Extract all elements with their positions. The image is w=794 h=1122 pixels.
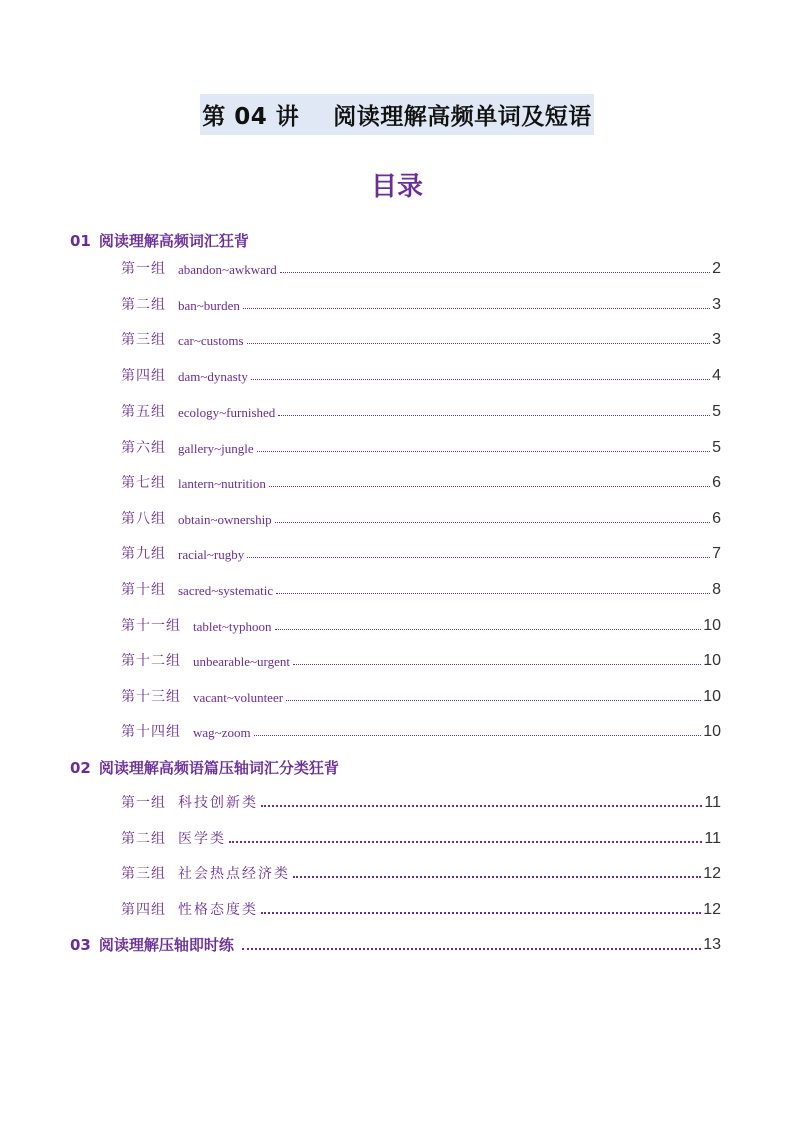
entry-group: 第六组 [121,440,166,456]
dot-leader [243,308,710,309]
dot-leader [293,876,701,878]
entry-range: obtain~ownership [178,512,272,527]
entry-page: 11 [704,794,721,811]
toc-section-01[interactable] [70,231,721,251]
dot-leader [269,486,710,487]
section-number: 03 [70,936,91,954]
title-wrap [0,94,794,135]
entry-page: 10 [703,617,721,634]
entry-page: 10 [703,723,721,740]
toc-entry[interactable] [121,615,721,635]
entry-page: 7 [712,545,721,562]
entry-group: 第四组 [121,902,166,918]
section-number: 02 [70,759,91,777]
dot-leader [275,629,702,630]
dot-leader [278,415,710,416]
toc-entry[interactable] [121,899,721,919]
entry-page: 6 [712,510,721,527]
entry-group: 第一组 [121,795,166,811]
entry-range: tablet~typhoon [193,619,272,634]
dot-leader [229,841,702,843]
dot-leader [286,700,701,701]
entry-page: 4 [712,367,721,384]
dot-leader [257,451,710,452]
entry-range: unbearable~urgent [193,654,291,669]
entry-category: 医学类 [178,831,226,847]
entry-page: 10 [703,688,721,705]
dot-leader [247,557,710,558]
entry-page: 11 [704,830,721,847]
section-title: 阅读理解高频语篇压轴词汇分类狂背 [98,759,339,777]
entry-group: 第十三组 [121,689,181,705]
entry-range: racial~rugby [178,547,245,562]
entry-group: 第八组 [121,511,166,527]
toc-entry[interactable] [121,792,721,812]
entry-page: 3 [712,296,721,313]
toc-section-02[interactable] [70,758,721,778]
toc-entry[interactable] [121,828,721,848]
dot-leader [247,343,711,344]
toc-entry[interactable] [121,329,721,349]
document-title [200,94,594,135]
dot-leader [251,379,710,380]
toc-entry[interactable] [121,294,721,314]
entry-range: lantern~nutrition [178,476,266,491]
entry-group: 第三组 [121,332,166,348]
entry-range: abandon~awkward [178,262,277,277]
entry-range: ecology~furnished [178,405,276,420]
toc-entry[interactable] [121,437,721,457]
entry-category: 社会热点经济类 [178,866,290,882]
section-title: 阅读理解压轴即时练 [98,936,234,954]
entry-group: 第三组 [121,866,166,882]
toc-entry[interactable] [121,365,721,385]
toc-entry[interactable] [121,401,721,421]
dot-leader [254,735,702,736]
entry-range: sacred~systematic [178,583,274,598]
entry-range: car~customs [178,333,244,348]
entry-page: 12 [703,901,721,918]
entry-group: 第十二组 [121,653,181,669]
toc-entry[interactable] [121,721,721,741]
entry-page: 5 [712,439,721,456]
dot-leader [293,664,701,665]
section-number: 01 [70,232,91,250]
toc-entry[interactable] [121,686,721,706]
entry-range: dam~dynasty [178,369,248,384]
entry-range: vacant~volunteer [193,690,284,705]
entry-range: gallery~jungle [178,441,254,456]
lecture-title: 阅读理解高频单词及短语 [333,104,592,130]
entry-group: 第二组 [121,831,166,847]
entry-group: 第十组 [121,582,166,598]
toc-section-03[interactable] [70,935,721,955]
dot-leader [261,912,701,914]
entry-group: 第五组 [121,404,166,420]
entry-page: 8 [712,581,721,598]
entry-page: 12 [703,865,721,882]
section-page: 13 [703,936,721,953]
entry-range: ban~burden [178,298,240,313]
entry-group: 第九组 [121,546,166,562]
toc-entry[interactable] [121,472,721,492]
dot-leader [242,948,701,950]
entry-group: 第一组 [121,261,166,277]
entry-group: 第七组 [121,475,166,491]
entry-page: 6 [712,474,721,491]
entry-page: 3 [712,331,721,348]
entry-page: 5 [712,403,721,420]
entry-category: 性格态度类 [178,902,258,918]
entry-group: 第四组 [121,368,166,384]
entry-group: 第二组 [121,297,166,313]
toc-entry[interactable] [121,650,721,670]
entry-group: 第十一组 [121,618,181,634]
section-title: 阅读理解高频词汇狂背 [98,232,249,250]
toc-entry[interactable] [121,579,721,599]
toc-entry[interactable] [121,258,721,278]
entry-range: wag~zoom [193,725,251,740]
toc-heading: 目录 [370,172,423,202]
entry-category: 科技创新类 [178,795,258,811]
entry-page: 2 [712,260,721,277]
toc-entry[interactable] [121,863,721,883]
toc-entry[interactable] [121,508,721,528]
dot-leader [280,272,710,273]
entry-page: 10 [703,652,721,669]
dot-leader [261,805,702,807]
lecture-number: 第 04 讲 [202,104,300,130]
dot-leader [275,522,710,523]
dot-leader [276,593,710,594]
entry-group: 第十四组 [121,724,181,740]
toc-entry[interactable] [121,543,721,563]
